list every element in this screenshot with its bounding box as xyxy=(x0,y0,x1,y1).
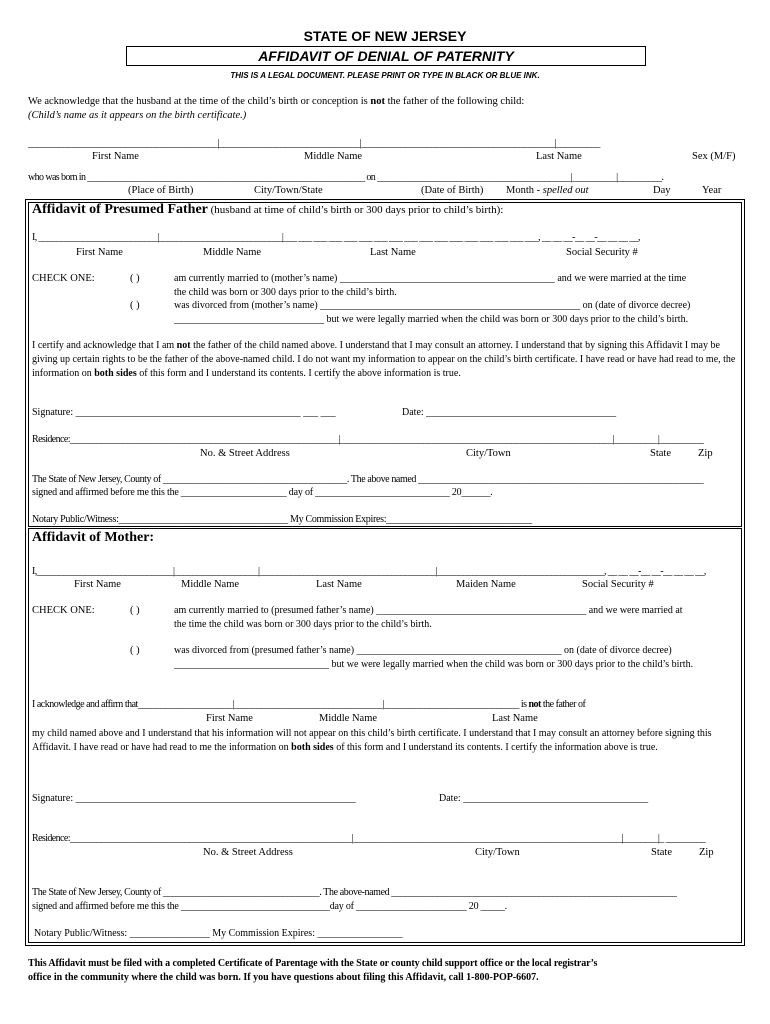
mother-signed-field[interactable]: signed and affirmed before me this the _______________________________day of _______________________ 20 _____. xyxy=(32,901,507,912)
mother-residence-field[interactable]: Residence:________________________________________________________________|_____________________________________________________________|________|_ _________ xyxy=(32,833,706,844)
mother-acknowledge-field[interactable]: I acknowledge and affirm that_____________________|_________________________________|______________________________ is not the father of xyxy=(32,699,586,710)
form-subtitle: THIS IS A LEGAL DOCUMENT. PLEASE PRINT OR TYPE IN BLACK OR BLUE INK. xyxy=(230,71,540,80)
father-heading: Affidavit of Presumed Father (husband at time of child’s birth or 300 days prior to child’s birth): xyxy=(32,202,504,217)
father-first-label: First Name xyxy=(76,247,123,258)
city-state-label: City/Town/State xyxy=(254,185,323,196)
father-city-label: City/Town xyxy=(466,448,511,459)
form-state-title: STATE OF NEW JERSEY xyxy=(303,28,467,44)
father-name-field[interactable]: I, ___________________________|____________________________|___ ___ ___ ___ ___ ___ ___ ___ ___ ___ ___ ___ ___ ___ ___ ___ ___, __ __ __-__ __-__ __ __ __, xyxy=(32,232,640,243)
mother-zip-label: Zip xyxy=(699,847,714,858)
mother-option2-checkbox[interactable]: ( ) xyxy=(130,645,140,656)
father-notary-field[interactable]: Notary Public/Witness:____________________________________ My Commission Expires:_______________________________ xyxy=(32,514,532,525)
child-name-field[interactable]: ___________________________________________|________________________________|____________________________________________|__________ xyxy=(28,138,600,149)
father-street-label: No. & Street Address xyxy=(200,448,290,459)
mother-option1-text: am currently married to (presumed father’s name) __________________________________________ and we were married at xyxy=(174,605,683,616)
mother-first-label: First Name xyxy=(74,579,121,590)
year-label: Year xyxy=(702,185,722,196)
ack-last-label: Last Name xyxy=(492,713,538,724)
mother-signature-field[interactable]: Signature: ________________________________________________________ xyxy=(32,793,356,804)
mother-heading: Affidavit of Mother: xyxy=(32,530,155,545)
mother-name-field[interactable]: I,_______________________________|___________________|________________________________________|______________________________________, __ __ __-__ __-__ __ __ __, xyxy=(32,566,706,577)
father-ssn-label: Social Security # xyxy=(566,247,638,258)
mother-state-label: State xyxy=(651,847,672,858)
mother-option1-checkbox[interactable]: ( ) xyxy=(130,605,140,616)
father-state-label: State xyxy=(650,448,671,459)
father-option2-checkbox[interactable]: ( ) xyxy=(130,300,140,311)
father-residence-field[interactable]: Residence:_____________________________________________________________|______________________________________________________________|__________|__________ xyxy=(32,434,704,445)
mother-option1-text2: the time the child was born or 300 days prior to the child’s birth. xyxy=(174,619,432,630)
day-label: Day xyxy=(653,185,671,196)
mother-maiden-label: Maiden Name xyxy=(456,579,516,590)
father-option2-text: was divorced from (mother’s name) ____________________________________________________ on (date of divorce decree) xyxy=(174,300,691,311)
father-signed-field[interactable]: signed and affirmed before me this the ______________________ day of ____________________________ 20______. xyxy=(32,487,493,498)
date-of-birth-label: (Date of Birth) xyxy=(421,185,484,196)
father-option1-checkbox[interactable]: ( ) xyxy=(130,273,140,284)
mother-last-label: Last Name xyxy=(316,579,362,590)
mother-middle-label: Middle Name xyxy=(181,579,240,590)
intro-line: We acknowledge that the husband at the time of the child’s birth or conception is not the father of the following child: xyxy=(28,96,525,107)
mother-county-field[interactable]: The State of New Jersey, County of __________________________________. The above-named ______________________________________________________________ xyxy=(32,887,677,898)
father-option2-text2: ______________________________ but we were legally married when the child was born or 300 days prior to the child’s birth. xyxy=(174,314,689,325)
ack-first-label: First Name xyxy=(206,713,253,724)
child-first-label: First Name xyxy=(92,151,139,162)
mother-date-field[interactable]: Date: _____________________________________ xyxy=(439,793,649,804)
place-of-birth-label: (Place of Birth) xyxy=(128,185,194,196)
mother-body-text: my child named above and I understand that his information will not appear on this child’s birth certificate. I understand that I may consult an attorney before signing this Affidavit. I have read or have had read to me the information on both sides of this form and I understand its contents. I certify the information above is true. xyxy=(32,728,712,753)
father-option1-text: am currently married to (mother’s name) ___________________________________________ and we were married at the time xyxy=(174,273,687,284)
child-birth-field[interactable]: who was born in _______________________________________________________________ on ____________________________________________|__________|__________. xyxy=(28,172,664,183)
father-last-label: Last Name xyxy=(370,247,416,258)
mother-notary-field[interactable]: Notary Public/Witness: ________________ My Commission Expires: _________________ xyxy=(34,928,403,939)
mother-option2-text2: _______________________________ but we were legally married when the child was born or 300 days prior to the child’s birth. xyxy=(174,659,694,670)
father-signature-field[interactable]: Signature: _____________________________________________ ___ ___ xyxy=(32,407,336,418)
footer-line1: This Affidavit must be filed with a completed Certificate of Parentage with the State or county child support office or the local registrar’s xyxy=(28,958,598,969)
mother-option2-text: was divorced from (presumed father’s name) _________________________________________ on (date of divorce decree) xyxy=(174,645,672,656)
form-title: AFFIDAVIT OF DENIAL OF PATERNITY xyxy=(126,46,646,66)
father-certification: I certify and acknowledge that I am not the father of the child named above. I understand that I may consult an attorney. I understand that by signing this Affidavit I may be giving up certain rights to be the father of the above-named child. I do not want my information to appear on the child’s birth certificate. I have read or have had read to me, the information on both sides of this form and I understand its contents. I certify the above information is true. xyxy=(32,340,736,379)
footer-line2: office in the community where the child was born. If you have questions about filing this Affidavit, call 1-800-POP-6607. xyxy=(28,972,539,983)
father-check-one: CHECK ONE: xyxy=(32,273,95,284)
child-sex-label: Sex (M/F) xyxy=(692,151,736,162)
father-county-field[interactable]: The State of New Jersey, County of ________________________________________. The above named ______________________________________________________________ xyxy=(32,474,704,485)
father-date-field[interactable]: Date: ______________________________________ xyxy=(402,407,617,418)
child-last-label: Last Name xyxy=(536,151,582,162)
intro-note: (Child’s name as it appears on the birth certificate.) xyxy=(28,110,247,121)
father-zip-label: Zip xyxy=(698,448,713,459)
mother-check-one: CHECK ONE: xyxy=(32,605,95,616)
ack-middle-label: Middle Name xyxy=(319,713,378,724)
mother-street-label: No. & Street Address xyxy=(203,847,293,858)
child-middle-label: Middle Name xyxy=(304,151,363,162)
father-middle-label: Middle Name xyxy=(203,247,262,258)
mother-ssn-label: Social Security # xyxy=(582,579,654,590)
month-label: Month - spelled out xyxy=(506,185,589,196)
father-option1-text2: the child was born or 300 days prior to the child’s birth. xyxy=(174,287,397,298)
mother-city-label: City/Town xyxy=(475,847,520,858)
